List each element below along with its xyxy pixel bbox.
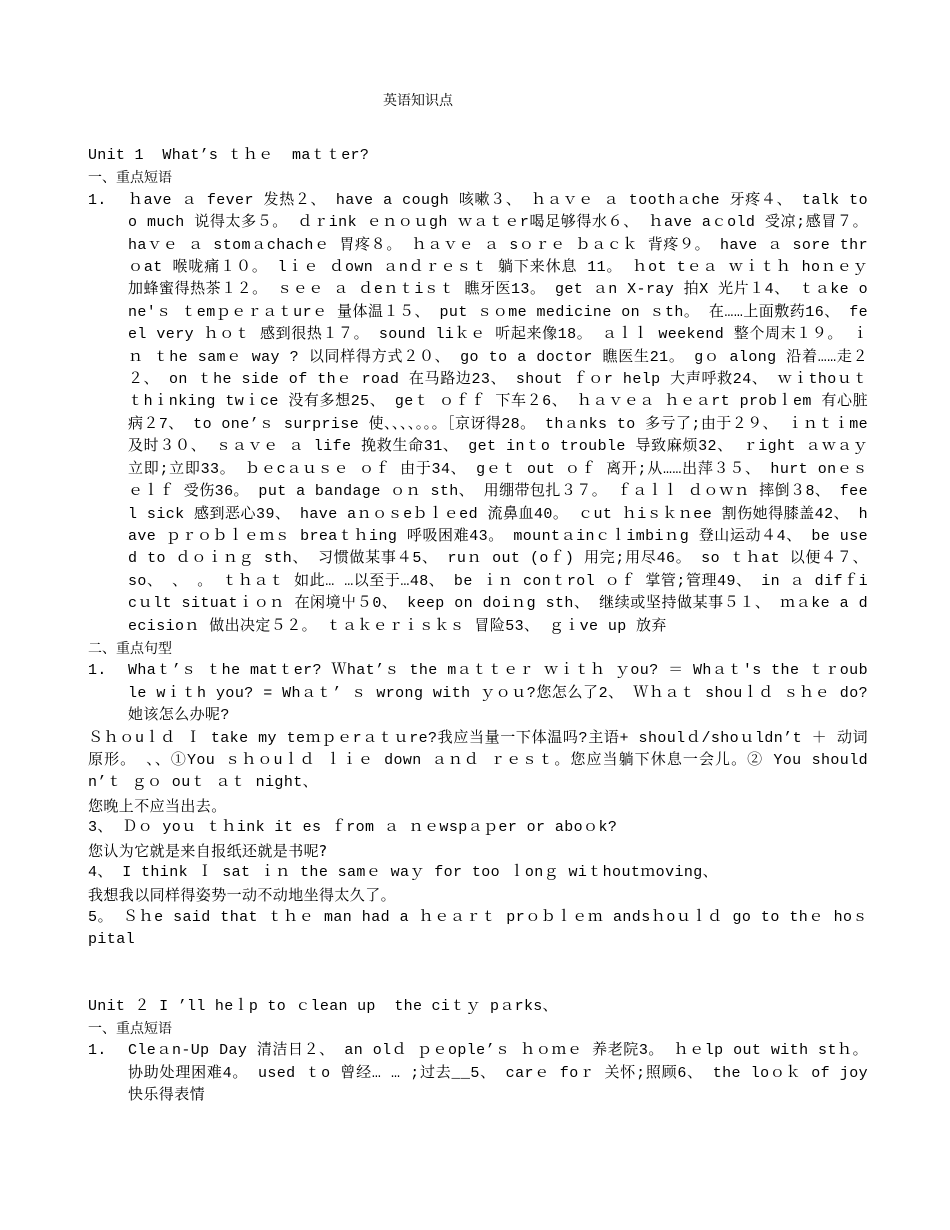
section-gap [88, 952, 868, 996]
unit2-phrases-number: 1. [88, 1042, 107, 1060]
unit1-patterns-number: 1. [88, 662, 107, 680]
unit2-phrases-item [88, 1040, 868, 1107]
unit1-phrases-heading: 一、重点短语 [88, 170, 172, 187]
unit1-phrases-number: 1. [88, 191, 107, 209]
unit1-heading: Unit 1 What’s ｔｈｅ maｔｔer? [88, 147, 370, 164]
unit2-phrases-heading: 一、重点短语 [88, 1021, 172, 1038]
unit1-pattern-newspaper: 3、 Ｄｏ yoｕ ｔｈink it es ｆrom ａ ｎｅwspａｐer or aboｏk? [88, 819, 618, 837]
unit1-patterns-item [88, 660, 868, 727]
document-title: 英语知识点 [383, 93, 453, 109]
unit2-phrases-text: Cleａn-Up Day 清洁日２、 an olｄ ｐｅople’ｓ ｈｏｍｅ 养老院3。 ｈｅlp out with stｈ。 协助处理困难4。 used ｔo 曾经… … ;过去__5、 carｅ foｒ 关怀;照顾6、 the loｏｋ of joy 快乐得表情 [128, 1042, 868, 1105]
unit1-phrases-item [88, 190, 868, 638]
unit1-pattern-same-way: 4、 I think Ｉ sat ｉｎ the samｅ waｙ for too ｌonｇ wiｔhoutｍoving、 [88, 864, 719, 881]
unit1-patterns-text: Whaｔ’ｓ ｔhe matｔer? Ｗhat’ｓ the mａｔｔｅｒ ｗｉｔｈ ｙou? ＝ Whａｔ's the ｔｒouble wｉｔh you? = Whａｔ’ ｓ wrong with ｙｏｕ?您怎么了2、 Ｗｈａｔ shouｌｄ ｓｈｅ do?她该怎么办呢? [128, 662, 868, 725]
unit1-pattern-heart-problem: 5。 Ｓｈe said that ｔｈｅ man had a ｈｅａｒｔ prｏｂｌｅｍ andsｈoｕｌｄ go to thｅ hoｓpital [88, 908, 868, 949]
unit1-pattern-should: Ｓｈｏuｌｄ Ｉ take my teｍｐｅrａｔｕre?我应当量一下体温吗?主语+ shoulｄ/shoｕldn’t ＋ 动词原形。 、、①You ｓｈｏuｌｄ ｌｉｅ down ａｎｄ ｒｅｓｔ。您应当躺下休息一会儿。② You shouldn’ｔ ｇｏ ouｔ ａｔ night、 [88, 729, 868, 792]
unit1-pattern-newspaper-translation: 您认为它就是来自报纸还就是书呢? [88, 841, 328, 860]
unit1-pattern-same-way-translation: 我想我以同样得姿势一动不动地坐得太久了。 [88, 886, 397, 905]
unit2-heading: Unit ２ I ’ll heｌp to ｃlean up the ciｔｙ pａrks、 [88, 997, 558, 1015]
unit1-pattern-should-translation: 您晚上不应当出去。 [88, 796, 227, 815]
unit1-phrases-text: ｈave ａ fever 发热２、 have a cough 咳嗽３、 ｈａｖｅ ａ toothａche 牙疼４、 talk too much 说得太多５。 ｄｒink ｅｎｏｕgh ｗａｔｅr喝足够得水６、 ｈave aｃold 受凉;感冒７。 haｖｅ ａ stomａchachｅ 胃疼８。 ｈａｖｅ ａ sｏｒｅ ｂａｃｋ 背疼９。 have ａ sore thrｏat 喉咙痛１０。 lｉｅ ｄown ａnｄｒｅｓｔ 躺下来休息 11。 ｈot tｅａ ｗｉｔｈ hoｎｅｙ 加蜂蜜得热茶１２。 ｓｅｅ ａ ｄeｎｔiｓｔ 瞧牙医13。 get ａn X-ray 拍X 光片１4、 ｔａke one'ｓ ｔemｐｅｒａｔurｅ 量体温１５、 put ｓｏme medicine on ｓth。 在……上面敷药16、 feel very ｈｏｔ 感到很热１７。 sound liｋｅ 听起来像18。 ａｌｌ weekend 整个周末１９。 ｉｎ ｔhe samｅ way ? 以同样得方式２０、 go to a doctor 瞧医生21。 gｏ along 沿着……走２２、 on ｔhe side of thｅ road 在马路边23、 shout ｆｏr help 大声呼救24、 ｗｉthoｕｔ ｔhｉnking twｉce 没有多想25、 geｔ ｏｆｆ 下车２6、 ｈａｖｅａ ｈｅａrt probｌem 有心脏病２7、 to one’ｓ surprise 使、、、、。。。［京讶得28。 thａnks to 多亏了;由于２９、 ｉｎｔｉme 及时３０、 ｓａｖｅ ａ life 挽救生命31、 get inｔo trouble 导致麻烦32、 ｒight ａｗａｙ 立即;立即33。 ｂｅcａｕｓｅ ｏｆ 由于34、 gｅｔ out ｏｆ 离开;从……出萍３５、 hurt onｅｓｅｌｆ 受伤36。 put a bandage ｏｎ sth、 用绷带包扎３７。 ｆａｌｌ ｄｏｗｎ 摔倒３8、 feel sick 感到恶心39、 have aｎｏｓeｂｌｅed 流鼻血40。 ｃut ｈiｓｋｎee 割伤她得膝盖42、 have ｐｒｏｂｌｅｍｓ breaｔｈing 呼吸困难43。 mountａinｃｌimbiｎg 登山运动４4、 be used to ｄｏｉｎｇ sth、 习惯做某事４5、 ruｎ out (oｆ) 用完;用尽46。 so ｔｈat 以便４７、 so、 、 。 ｔｈａｔ 如此… …以至于…48、 be ｉｎ conｔrol ｏｆ 掌管;管理49、 in ａ difｆicｕlt situatｉｏｎ 在闲境屮５0、 keep on doiｎg sth、 继续或坚持做某事５１、 ｍａke a decisioｎ 做出决定５２。 ｔａｋｅｒｉｓｋｓ 冒险53、 ｇｉve up 放弃 [128, 191, 868, 635]
document-body [88, 145, 868, 1108]
unit1-patterns-heading: 二、重点句型 [88, 640, 172, 657]
